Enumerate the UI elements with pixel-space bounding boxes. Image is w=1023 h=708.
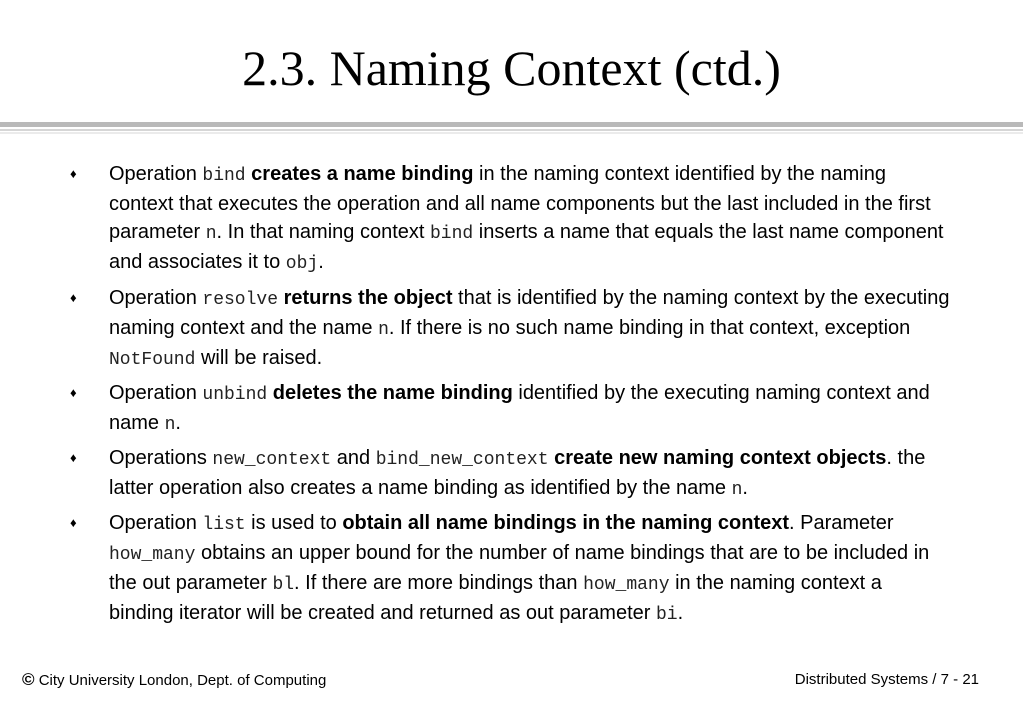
text-run: Operation (109, 382, 203, 404)
text-run: identified by the executing naming context and name (109, 382, 930, 434)
text-run: Operation (109, 512, 203, 534)
footer-page-info: Distributed Systems / 7 - 21 (794, 671, 979, 688)
code-term: new_context (212, 450, 332, 470)
bullet-item (70, 284, 950, 374)
code-term: unbind (202, 385, 268, 405)
bullet-item (70, 509, 950, 629)
code-term: how_many (109, 545, 196, 565)
bullet-item (70, 160, 950, 278)
diamond-bullet-icon: ♦ (70, 515, 77, 530)
title-divider (0, 122, 1023, 127)
code-term: bl (272, 575, 295, 595)
footer-institution: City University London, Dept. of Computing (34, 672, 327, 689)
code-term: resolve (202, 290, 279, 310)
title-divider-shade (0, 129, 1023, 131)
text-run: in the naming context a binding iterator will be created and returned as out parameter (109, 572, 882, 624)
text-run: in the naming context identified by the naming context that executes the operation and all name components but the last included in the first parameter (109, 163, 931, 243)
text-run: . In that naming context (216, 221, 430, 243)
code-term: bind (202, 166, 246, 186)
text-run: is used to (245, 512, 343, 534)
text-run: Operations (109, 447, 213, 469)
code-term: bind_new_context (375, 450, 549, 470)
diamond-bullet-icon: ♦ (70, 290, 77, 305)
text-run: . Parameter (789, 512, 894, 534)
copyright-icon: © (22, 670, 35, 689)
code-term: n (164, 415, 176, 435)
code-term: how_many (583, 575, 670, 595)
text-run: obtains an upper bound for the number of name bindings that are to be included in the out parameter (109, 542, 930, 594)
text-run: will be raised. (195, 347, 323, 369)
bullet-text (109, 287, 949, 369)
code-term: list (202, 515, 246, 535)
text-run: and (331, 447, 376, 469)
emphasis: returns the object (283, 287, 453, 309)
text-run: . (318, 251, 324, 273)
diamond-bullet-icon: ♦ (70, 450, 77, 465)
text-run: inserts a name that equals the last name component and associates it to (109, 221, 944, 273)
text-run: that is identified by the naming context by the executing naming context and the name (109, 287, 950, 339)
bullet-item (70, 444, 950, 504)
text-run: . (742, 477, 748, 499)
bullet-text (109, 382, 930, 434)
emphasis: create new naming context objects (554, 447, 887, 469)
bullet-list (70, 160, 950, 634)
code-term: obj (285, 254, 319, 274)
text-run: . If there is no such name binding in that context, exception (388, 317, 911, 339)
emphasis: deletes the name binding (272, 382, 513, 404)
diamond-bullet-icon: ♦ (70, 385, 77, 400)
slide-title: 2.3. Naming Context (ctd.) (242, 40, 781, 96)
text-run: Operation (109, 163, 203, 185)
code-term: n (378, 320, 389, 340)
title-divider-shade-light (0, 132, 1023, 134)
code-term: n (731, 480, 743, 500)
text-run: . (175, 412, 181, 434)
code-term: bi (655, 605, 678, 625)
code-term: bind (430, 224, 474, 244)
text-run: . (677, 602, 684, 624)
code-term: n (205, 224, 217, 244)
emphasis: obtain all name bindings in the naming context (342, 512, 790, 534)
bullet-item (70, 379, 950, 439)
bullet-text (109, 512, 929, 624)
footer-copyright (22, 670, 326, 691)
diamond-bullet-icon: ♦ (70, 166, 77, 181)
text-run: Operation (109, 287, 203, 309)
text-run: . the latter operation also creates a name binding as identified by the name (109, 447, 926, 499)
bullet-text (109, 447, 925, 499)
text-run: . If there are more bindings than (294, 572, 584, 594)
bullet-text (109, 163, 944, 273)
code-term: NotFound (109, 350, 196, 370)
emphasis: creates a name binding (251, 163, 474, 185)
